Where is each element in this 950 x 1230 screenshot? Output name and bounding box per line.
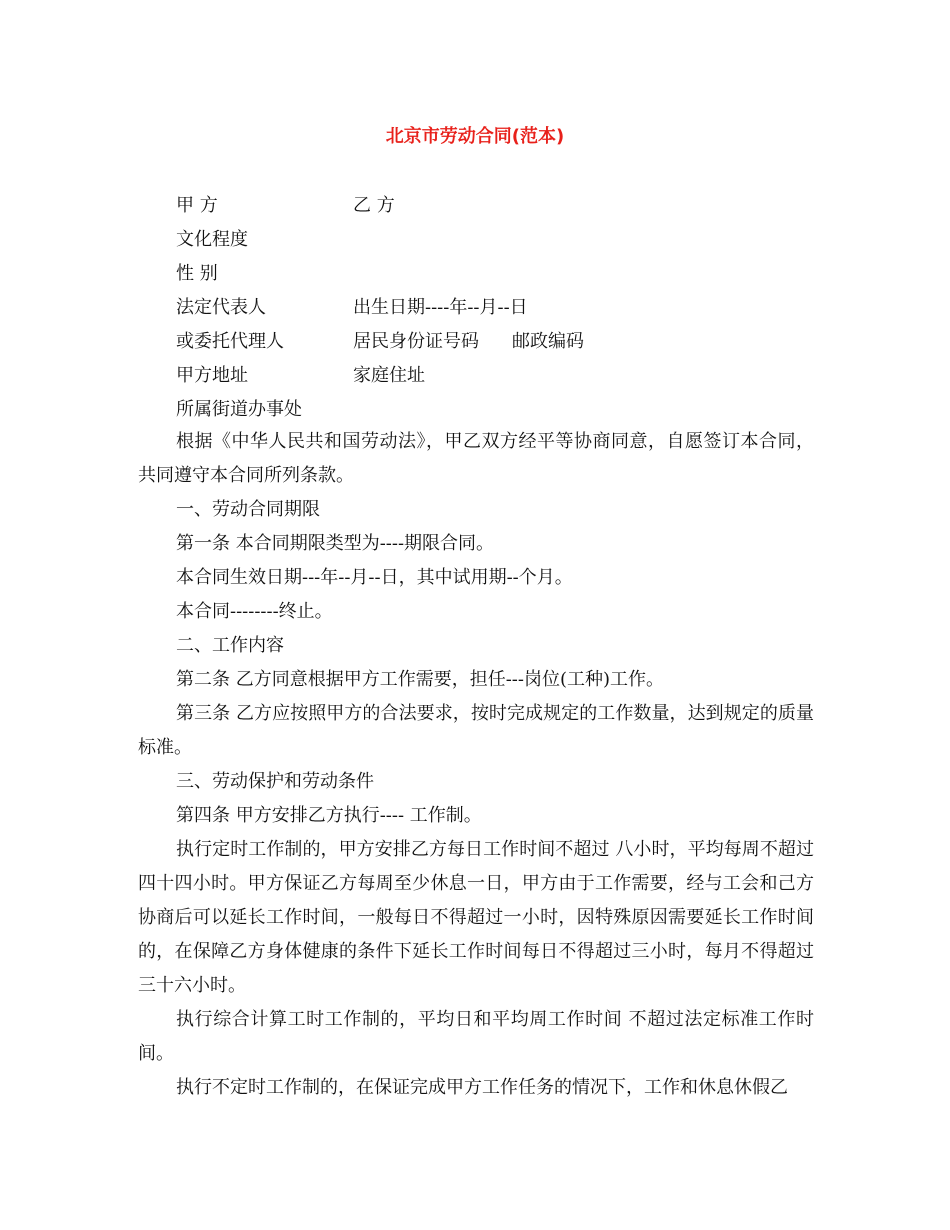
article-2: 第二条 乙方同意根据甲方工作需要，担任---岗位(工种)工作。	[176, 669, 665, 690]
field-gender: 性 别	[176, 263, 218, 284]
paragraph-effective-date: 本合同生效日期---年--月--日，其中试用期--个月。	[176, 567, 573, 588]
article-1: 第一条 本合同期限类型为----期限合同。	[176, 533, 495, 554]
field-id-number: 居民身份证号码	[353, 331, 479, 352]
field-postal-code: 邮政编码	[512, 331, 584, 352]
field-birth-date: 出生日期----年--月--日	[353, 297, 528, 318]
section-heading-term: 一、劳动合同期限	[176, 499, 320, 520]
paragraph-termination: 本合同--------终止。	[176, 601, 333, 622]
document-title: 北京市劳动合同(范本)	[385, 126, 565, 147]
field-home-address: 家庭住址	[353, 365, 425, 386]
article-3: 第三条 乙方应按照甲方的合法要求，按时完成规定的工作数量，达到规定的质量标准。	[138, 703, 814, 758]
field-education: 文化程度	[176, 229, 248, 250]
section-heading-work: 二、工作内容	[176, 635, 284, 656]
field-party-b: 乙 方	[353, 195, 395, 216]
article-4: 第四条 甲方安排乙方执行---- 工作制。	[176, 805, 482, 826]
paragraph-fixed-hours: 执行定时工作制的，甲方安排乙方每日工作时间不超过 八小时，平均每周不超过四十四小时。甲方保证乙方每周至少休息一日，甲方由于工作需要，经与工会和己方协商后可以延长工作时间，一般每日不得超过一小时，因特殊原因需要延长工作时间的，在保障乙方身体健康的条件下延长工作时间每日不得超过三小时，每月不得超过三十六小时。	[138, 839, 814, 996]
field-agent: 或委托代理人	[176, 331, 284, 352]
paragraph-flexible-hours: 执行不定时工作制的，在保证完成甲方工作任务的情况下，工作和休息休假乙	[176, 1077, 788, 1098]
section-heading-protection: 三、劳动保护和劳动条件	[176, 771, 374, 792]
paragraph-preamble: 根据《中华人民共和国劳动法》，甲乙双方经平等协商同意，自愿签订本合同，共同遵守本合同所列条款。	[138, 431, 814, 486]
field-address-a: 甲方地址	[176, 365, 248, 386]
paragraph-comprehensive-hours: 执行综合计算工时工作制的，平均日和平均周工作时间 不超过法定标准工作时间。	[138, 1009, 814, 1064]
field-street-office: 所属街道办事处	[176, 399, 302, 420]
field-party-a: 甲 方	[176, 195, 218, 216]
field-legal-rep: 法定代表人	[176, 297, 266, 318]
